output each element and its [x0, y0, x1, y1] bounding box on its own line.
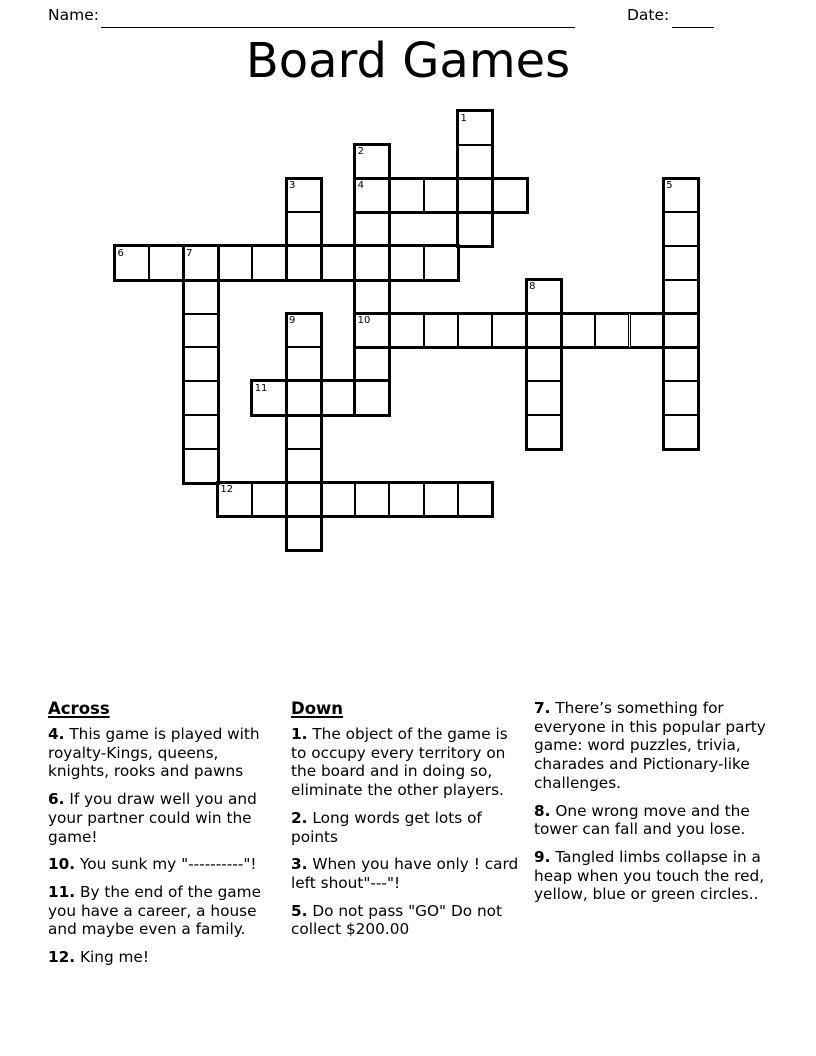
clue-text: There’s something for everyone in this popular party game: word puzzles, trivia, charades and Pictionary-like challenges.	[534, 699, 766, 792]
clue-10	[48, 855, 281, 874]
grid-cell[interactable]	[355, 280, 389, 314]
grid-cell[interactable]	[287, 516, 321, 550]
grid-cell[interactable]	[595, 314, 629, 348]
clues-section	[48, 699, 768, 976]
clue-number: 6.	[48, 790, 65, 809]
cell-number-8: 8	[529, 281, 536, 293]
grid-cell[interactable]	[630, 314, 664, 348]
grid-cell[interactable]	[115, 246, 149, 280]
date-label: Date:	[627, 6, 670, 24]
grid-cell[interactable]	[664, 347, 698, 381]
clue-9	[534, 848, 767, 904]
down-clues-overflow-column	[534, 699, 767, 976]
grid-cell[interactable]	[184, 314, 218, 348]
clue-number: 12.	[48, 948, 76, 967]
clue-number: 2.	[291, 808, 308, 827]
clue-11	[48, 883, 281, 939]
clue-text: Long words get lots of points	[291, 808, 482, 846]
grid-cell[interactable]	[287, 246, 321, 280]
grid-cell[interactable]	[184, 280, 218, 314]
grid-cell[interactable]	[664, 212, 698, 246]
grid-cell[interactable]	[287, 179, 321, 213]
clue-text: Do not pass "GO" Do not collect $200.00	[291, 901, 503, 939]
clue-text: When you have only ! card left shout"---"!	[291, 855, 519, 892]
grid-cell[interactable]	[355, 381, 389, 415]
down-clue-list	[291, 725, 524, 939]
grid-cell[interactable]	[458, 145, 492, 179]
grid-cell[interactable]	[664, 179, 698, 213]
grid-cell[interactable]	[184, 347, 218, 381]
grid-cell[interactable]	[424, 246, 458, 280]
grid-cell[interactable]	[355, 145, 389, 179]
grid-cell[interactable]	[252, 246, 286, 280]
clue-2	[291, 809, 524, 846]
down-clues-column	[291, 699, 524, 976]
grid-cell[interactable]	[664, 381, 698, 415]
clue-4	[48, 725, 281, 781]
clue-text: If you draw well you and your partner could win the game!	[48, 790, 257, 846]
grid-cell[interactable]	[184, 381, 218, 415]
grid-cell[interactable]	[149, 246, 183, 280]
clue-number: 9.	[534, 847, 551, 866]
across-clue-list	[48, 725, 281, 967]
cell-number-2: 2	[357, 146, 364, 158]
cell-number-5: 5	[666, 180, 673, 192]
clue-text: By the end of the game you have a career, a house and maybe even a family.	[48, 882, 261, 939]
grid-cell[interactable]	[561, 314, 595, 348]
grid-cell[interactable]	[664, 246, 698, 280]
grid-cell[interactable]	[355, 314, 389, 348]
grid-cell[interactable]	[389, 179, 423, 213]
clue-text: This game is played with royalty-Kings, queens, knights, rooks and pawns	[48, 725, 260, 781]
clue-text: You sunk my "----------"!	[75, 855, 257, 874]
across-heading: Across	[48, 699, 110, 718]
grid-cell[interactable]	[527, 415, 561, 449]
grid-cell[interactable]	[389, 483, 423, 517]
grid-cell[interactable]	[458, 314, 492, 348]
down-clue-overflow-list	[534, 699, 767, 904]
grid-cell[interactable]	[424, 483, 458, 517]
grid-cell[interactable]	[389, 246, 423, 280]
grid-cell[interactable]	[184, 415, 218, 449]
grid-cell[interactable]	[287, 381, 321, 415]
grid-cell[interactable]	[458, 179, 492, 213]
clue-12	[48, 948, 281, 967]
clue-6	[48, 790, 281, 846]
grid-cell[interactable]	[287, 347, 321, 381]
cell-number-7: 7	[186, 247, 193, 259]
grid-cell[interactable]	[492, 179, 526, 213]
grid-cell[interactable]	[458, 111, 492, 145]
clue-1	[291, 725, 524, 800]
grid-cell[interactable]	[252, 483, 286, 517]
across-clues-column	[48, 699, 281, 976]
clue-number: 7.	[534, 699, 551, 717]
grid-cell[interactable]	[458, 483, 492, 517]
grid-cell[interactable]	[355, 179, 389, 213]
grid-cell[interactable]	[458, 212, 492, 246]
grid-cell[interactable]	[389, 314, 423, 348]
grid-cell[interactable]	[527, 314, 561, 348]
grid-cell[interactable]	[527, 280, 561, 314]
clue-3	[291, 855, 524, 892]
name-label: Name:	[48, 6, 99, 24]
grid-cell[interactable]	[252, 381, 286, 415]
clue-7	[534, 699, 767, 793]
grid-cell[interactable]	[287, 449, 321, 483]
grid-cell[interactable]	[664, 280, 698, 314]
grid-cell[interactable]	[527, 347, 561, 381]
clue-number: 5.	[291, 901, 308, 920]
grid-cell[interactable]	[355, 483, 389, 517]
grid-cell[interactable]	[355, 246, 389, 280]
cell-number-6: 6	[117, 247, 124, 259]
clue-number: 11.	[48, 882, 76, 901]
grid-cell[interactable]	[287, 212, 321, 246]
grid-cell[interactable]	[287, 314, 321, 348]
cell-number-3: 3	[289, 180, 296, 192]
grid-cell[interactable]	[184, 246, 218, 280]
clue-text: King me!	[75, 948, 149, 967]
grid-cell[interactable]	[218, 483, 252, 517]
clue-8	[534, 802, 767, 839]
grid-cell[interactable]	[424, 179, 458, 213]
grid-cell[interactable]	[355, 212, 389, 246]
clue-5	[291, 902, 524, 939]
grid-cell[interactable]	[321, 246, 355, 280]
cell-number-4: 4	[357, 180, 364, 192]
clue-number: 8.	[534, 801, 551, 820]
down-heading: Down	[291, 699, 344, 718]
grid-cell[interactable]	[527, 381, 561, 415]
clue-number: 10.	[48, 855, 76, 874]
cell-number-1: 1	[460, 112, 467, 124]
grid-cell[interactable]	[321, 483, 355, 517]
grid-cell[interactable]	[287, 483, 321, 517]
grid-cell[interactable]	[321, 381, 355, 415]
cell-number-9: 9	[289, 315, 296, 327]
grid-cell[interactable]	[664, 314, 698, 348]
cell-number-11: 11	[254, 382, 268, 394]
grid-cell[interactable]	[184, 449, 218, 483]
clue-number: 1.	[291, 725, 308, 743]
grid-cell[interactable]	[218, 246, 252, 280]
grid-cell[interactable]	[424, 314, 458, 348]
clue-text: The object of the game is to occupy every territory on the board and in doing so, eliminate the other players.	[291, 725, 508, 800]
clue-number: 4.	[48, 725, 65, 743]
clue-text: One wrong move and the tower can fall and you lose.	[534, 801, 750, 839]
page-title: Board Games	[245, 33, 571, 89]
clue-text: Tangled limbs collapse in a heap when you touch the red, yellow, blue or green circles..	[534, 847, 765, 904]
grid-cell[interactable]	[664, 415, 698, 449]
cell-number-12: 12	[220, 484, 234, 496]
grid-cell[interactable]	[355, 347, 389, 381]
clue-number: 3.	[291, 855, 308, 874]
grid-cell[interactable]	[287, 415, 321, 449]
cell-number-10: 10	[357, 315, 371, 327]
grid-cell[interactable]	[492, 314, 526, 348]
